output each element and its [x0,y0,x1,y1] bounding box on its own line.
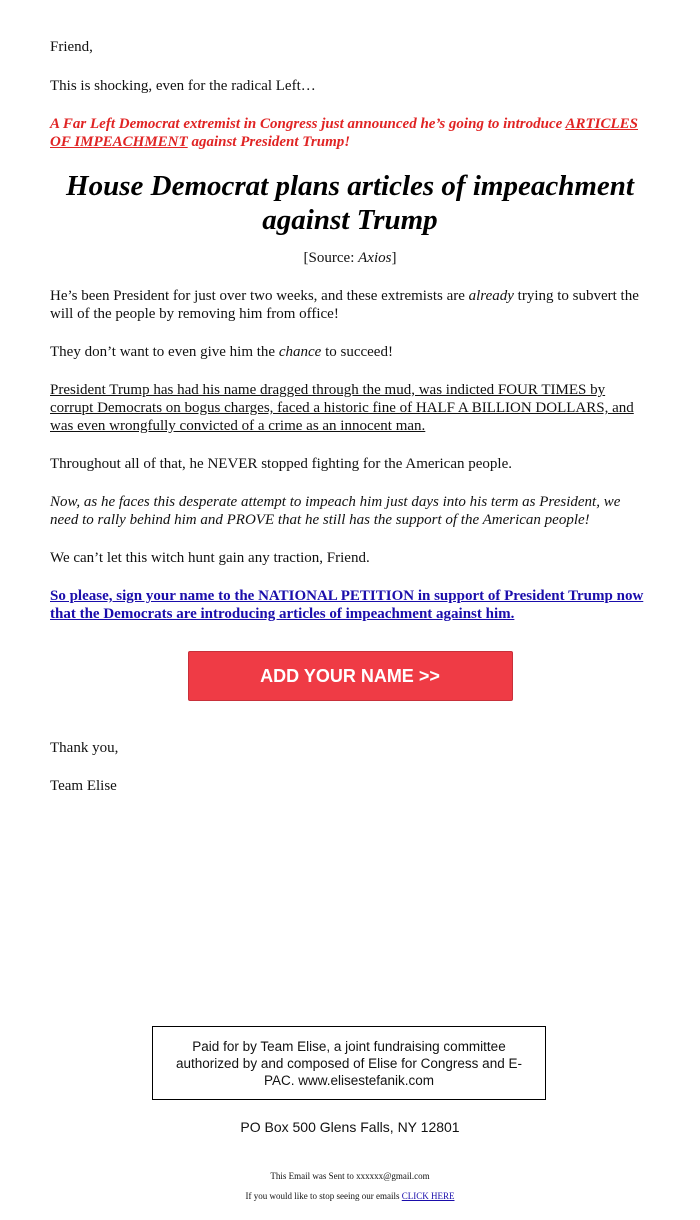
unsubscribe-prefix: If you would like to stop seeing our emails [245,1191,402,1201]
paragraph2-before: They don’t want to even give him the [50,344,279,360]
alert-text [50,115,650,151]
paragraph-indictments: President Trump has had his name dragged through the mud, was indicted FOUR TIMES by corrupt Democrats on bogus charges, faced a historic fine of HALF A BILLION DOLLARS, and was even wrongfully convicted of a crime as an innocent man. [50,382,634,434]
alert-text-before: A Far Left Democrat extremist in Congress just announced he’s going to introduce [50,116,566,132]
paragraph1-emphasis: already [468,288,514,304]
unsubscribe-link[interactable]: CLICK HERE [401,1191,455,1201]
signoff-thanks: Thank you, [50,740,119,756]
mailing-address: PO Box 500 Glens Falls, NY 12801 [240,1119,460,1135]
source-prefix: [Source: [303,250,359,266]
intro-text: This is shocking, even for the radical Left… [50,78,316,94]
paid-for-disclaimer: Paid for by Team Elise, a joint fundraising committee authorized by and composed of Elise for Congress and E-PAC. www.elisestefanik.com [152,1026,546,1100]
paragraph-chance [50,343,650,361]
paragraph2-after: to succeed! [321,344,393,360]
paragraph2-emphasis: chance [278,344,322,360]
unsubscribe-notice [0,1191,700,1202]
paragraph1-before: He’s been President for just over two weeks, and these extremists are [50,288,469,304]
paragraph1-after: trying to subvert the will of the people by removing him from office! [50,288,639,322]
source-suffix: ] [391,250,397,266]
source-citation [50,249,650,267]
source-name: Axios [358,250,392,266]
paragraph-rally: Now, as he faces this desperate attempt to impeach him just days into his term as President, we need to rally behind him and PROVE that he still has the support of the American people! [50,494,621,528]
headline: House Democrat plans articles of impeachment against Trump [66,170,634,236]
cta-container [50,651,650,701]
paragraph-two-weeks [50,287,650,323]
paragraph-witch-hunt: We can’t let this witch hunt gain any traction, Friend. [50,550,370,566]
articles-of-impeachment-link[interactable]: ARTICLES OF IMPEACHMENT [50,116,639,150]
email-body [50,38,650,795]
alert-text-after: against President Trump! [187,134,351,150]
petition-link[interactable]: So please, sign your name to the NATIONAL PETITION in support of President Trump now that the Democrats are introducing articles of impeachment against him. [50,588,644,622]
add-your-name-button[interactable]: ADD YOUR NAME >> [188,651,513,701]
paragraph-never-stopped: Throughout all of that, he NEVER stopped fighting for the American people. [50,456,512,472]
signoff-team: Team Elise [50,778,117,794]
greeting: Friend, [50,39,93,55]
sent-to-notice: This Email was Sent to xxxxxx@gmail.com [270,1171,430,1181]
